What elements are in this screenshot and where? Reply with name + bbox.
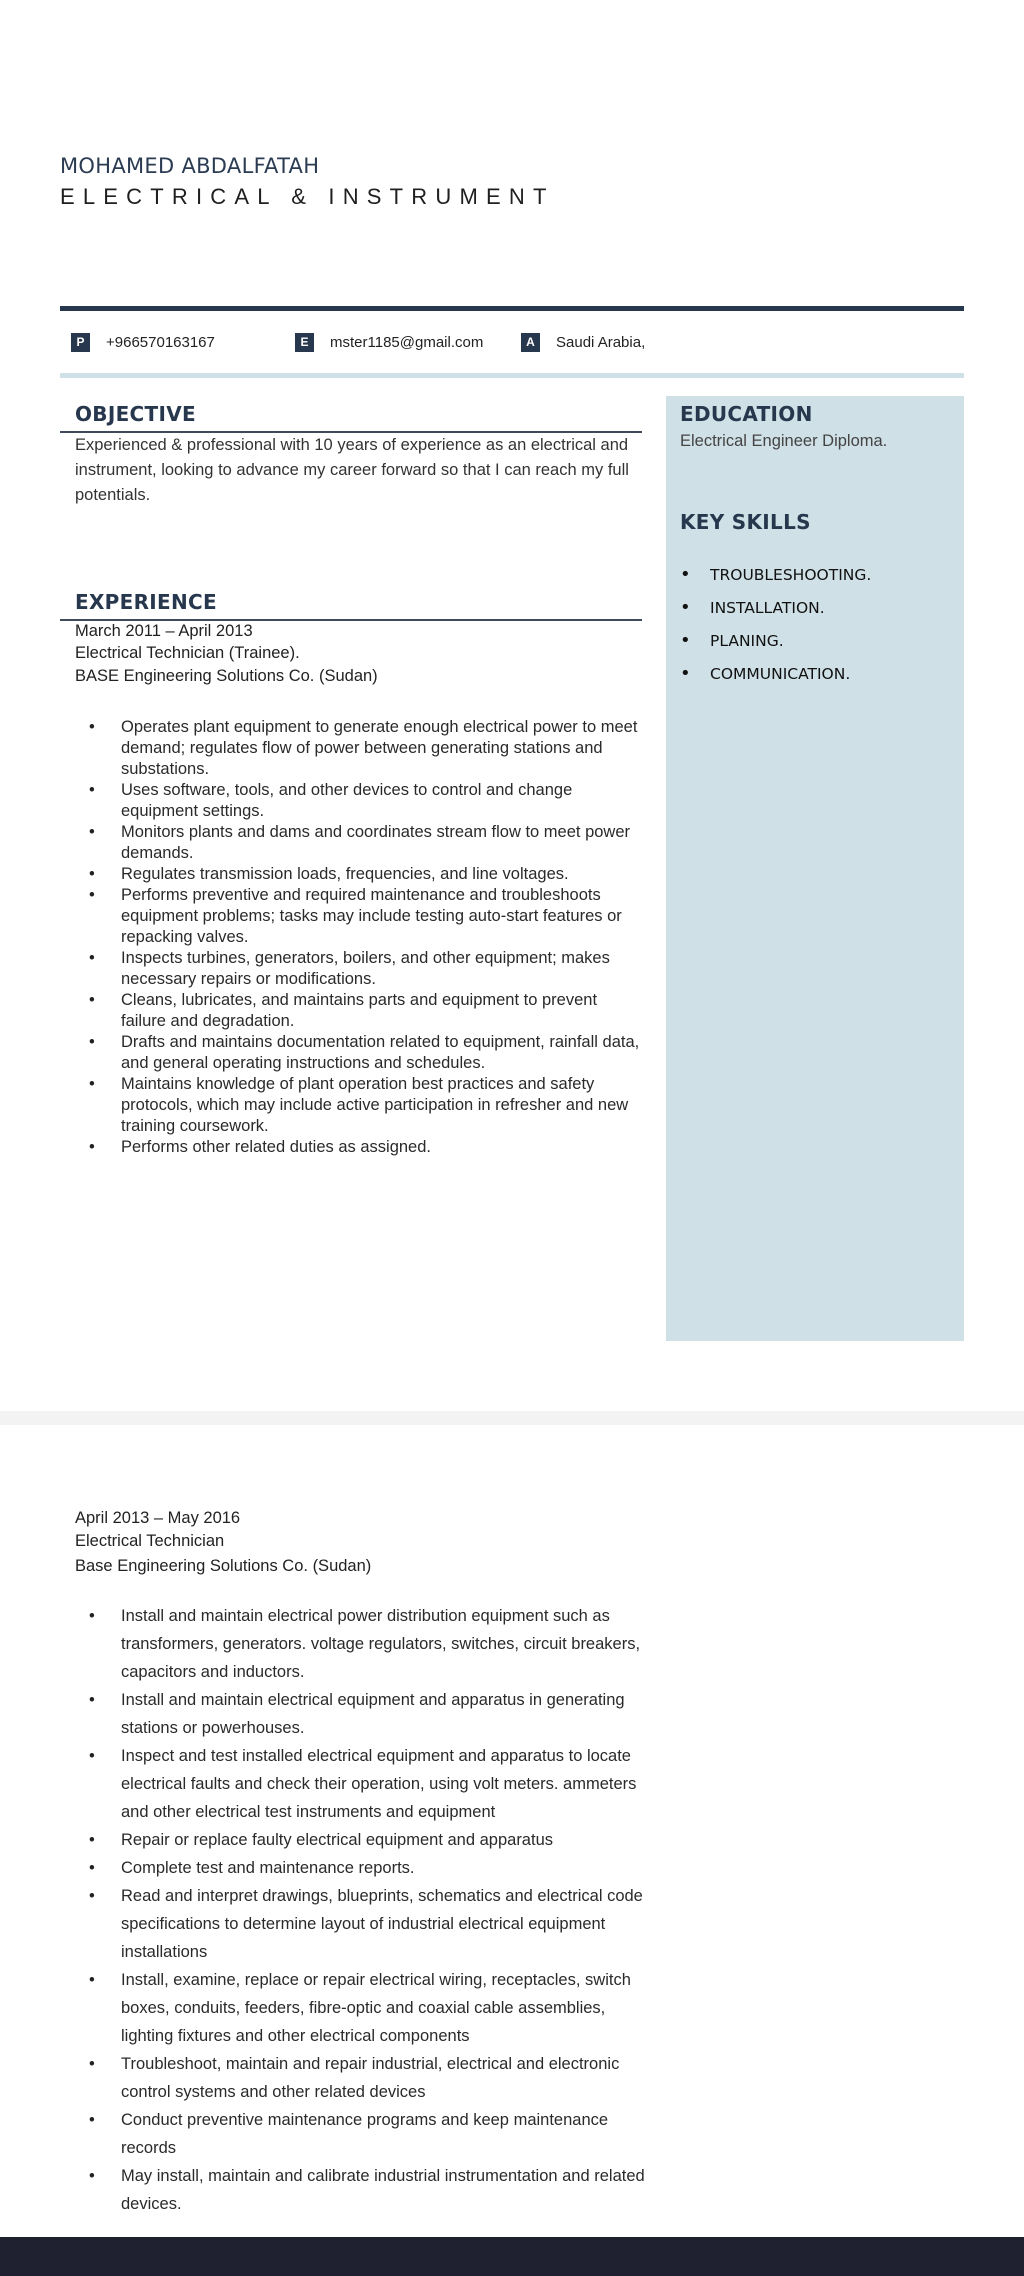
phone-badge-icon: P — [71, 333, 90, 352]
duty-item: • May install, maintain and calibrate industrial instrumentation and related devices. — [75, 2162, 645, 2218]
candidate-name: MOHAMED ABDALFATAH — [60, 154, 320, 178]
objective-heading: OBJECTIVE — [75, 402, 196, 426]
duty-item: • Install and maintain electrical equipment and apparatus in generating stations or powerhouses. — [75, 1686, 645, 1742]
skill-item: • TROUBLESHOOTING. — [680, 566, 871, 599]
job-2-role: Electrical Technician — [75, 1532, 225, 1550]
duty-item: • Conduct preventive maintenance programs and keep maintenance records — [75, 2106, 645, 2162]
skill-item: • COMMUNICATION. — [680, 665, 871, 698]
duty-item: • Complete test and maintenance reports. — [75, 1854, 645, 1882]
duty-item: • Drafts and maintains documentation related to equipment, rainfall data, and general operating instructions and schedules. — [75, 1032, 645, 1074]
duty-item: • Performs other related duties as assigned. — [75, 1137, 645, 1158]
duty-item: • Inspects turbines, generators, boilers, and other equipment; makes necessary repairs or modifications. — [75, 948, 645, 990]
job-1-duties — [75, 717, 645, 1158]
duty-item: • Maintains knowledge of plant operation best practices and safety protocols, which may include active participation in refresher and new training coursework. — [75, 1074, 645, 1137]
job-1-company: BASE Engineering Solutions Co. (Sudan) — [75, 667, 378, 685]
experience-rule — [60, 619, 642, 621]
duty-item: • Operates plant equipment to generate enough electrical power to meet demand; regulates flow of power between generating stations and substations. — [75, 717, 645, 780]
job-2-dates: April 2013 – May 2016 — [75, 1509, 241, 1527]
phone-value: +966570163167 — [106, 333, 215, 351]
job-2-duties — [75, 1602, 645, 2218]
key-skills-heading: KEY SKILLS — [680, 510, 811, 534]
duty-item: • Troubleshoot, maintain and repair industrial, electrical and electronic control systems and other related devices — [75, 2050, 645, 2106]
duty-item: • Regulates transmission loads, frequencies, and line voltages. — [75, 864, 645, 885]
address-value: Saudi Arabia, — [556, 333, 646, 351]
header-divider — [60, 306, 964, 311]
duty-item: • Install, examine, replace or repair electrical wiring, receptacles, switch boxes, conduits, feeders, fibre-optic and coaxial cable assemblies, lighting fixtures and other electrical components — [75, 1966, 645, 2050]
duty-item: • Performs preventive and required maintenance and troubleshoots equipment problems; tasks may include testing auto-start features or repacking valves. — [75, 885, 645, 948]
address-badge-icon: A — [521, 333, 540, 352]
duty-item: • Uses software, tools, and other devices to control and change equipment settings. — [75, 780, 645, 822]
email-badge-icon: E — [295, 333, 314, 352]
email-value: mster1185@gmail.com — [330, 333, 484, 351]
experience-heading: EXPERIENCE — [75, 590, 217, 614]
duty-item: • Monitors plants and dams and coordinates stream flow to meet power demands. — [75, 822, 645, 864]
duty-item: • Cleans, lubricates, and maintains parts and equipment to prevent failure and degradation. — [75, 990, 645, 1032]
viewer-bottom-bar — [0, 2237, 1024, 2276]
education-heading: EDUCATION — [680, 402, 813, 426]
candidate-title: ELECTRICAL & INSTRUMENT — [60, 184, 555, 209]
contact-divider — [60, 373, 964, 378]
duty-item: • Install and maintain electrical power distribution equipment such as transformers, generators. voltage regulators, switches, circuit breakers, capacitors and inductors. — [75, 1602, 645, 1686]
contact-email — [295, 330, 483, 354]
job-1-dates: March 2011 – April 2013 — [75, 622, 253, 640]
contact-phone — [71, 330, 215, 354]
skill-item: • PLANING. — [680, 632, 871, 665]
skill-item: • INSTALLATION. — [680, 599, 871, 632]
key-skills-list — [680, 566, 871, 698]
job-2-company: Base Engineering Solutions Co. (Sudan) — [75, 1557, 372, 1575]
sidebar-panel — [666, 396, 964, 1341]
duty-item: • Read and interpret drawings, blueprints, schematics and electrical code specifications to determine layout of industrial electrical equipment installations — [75, 1882, 645, 1966]
duty-item: • Repair or replace faulty electrical equipment and apparatus — [75, 1826, 645, 1854]
objective-text: Experienced & professional with 10 years of experience as an electrical and instrument, looking to advance my career forward so that I can reach my full potentials. — [75, 436, 629, 504]
duty-item: • Inspect and test installed electrical equipment and apparatus to locate electrical faults and check their operation, using volt meters. ammeters and other electrical test instruments and equipment — [75, 1742, 645, 1826]
contact-address — [521, 330, 645, 354]
education-text: Electrical Engineer Diploma. — [680, 432, 888, 450]
job-1-role: Electrical Technician (Trainee). — [75, 644, 300, 662]
